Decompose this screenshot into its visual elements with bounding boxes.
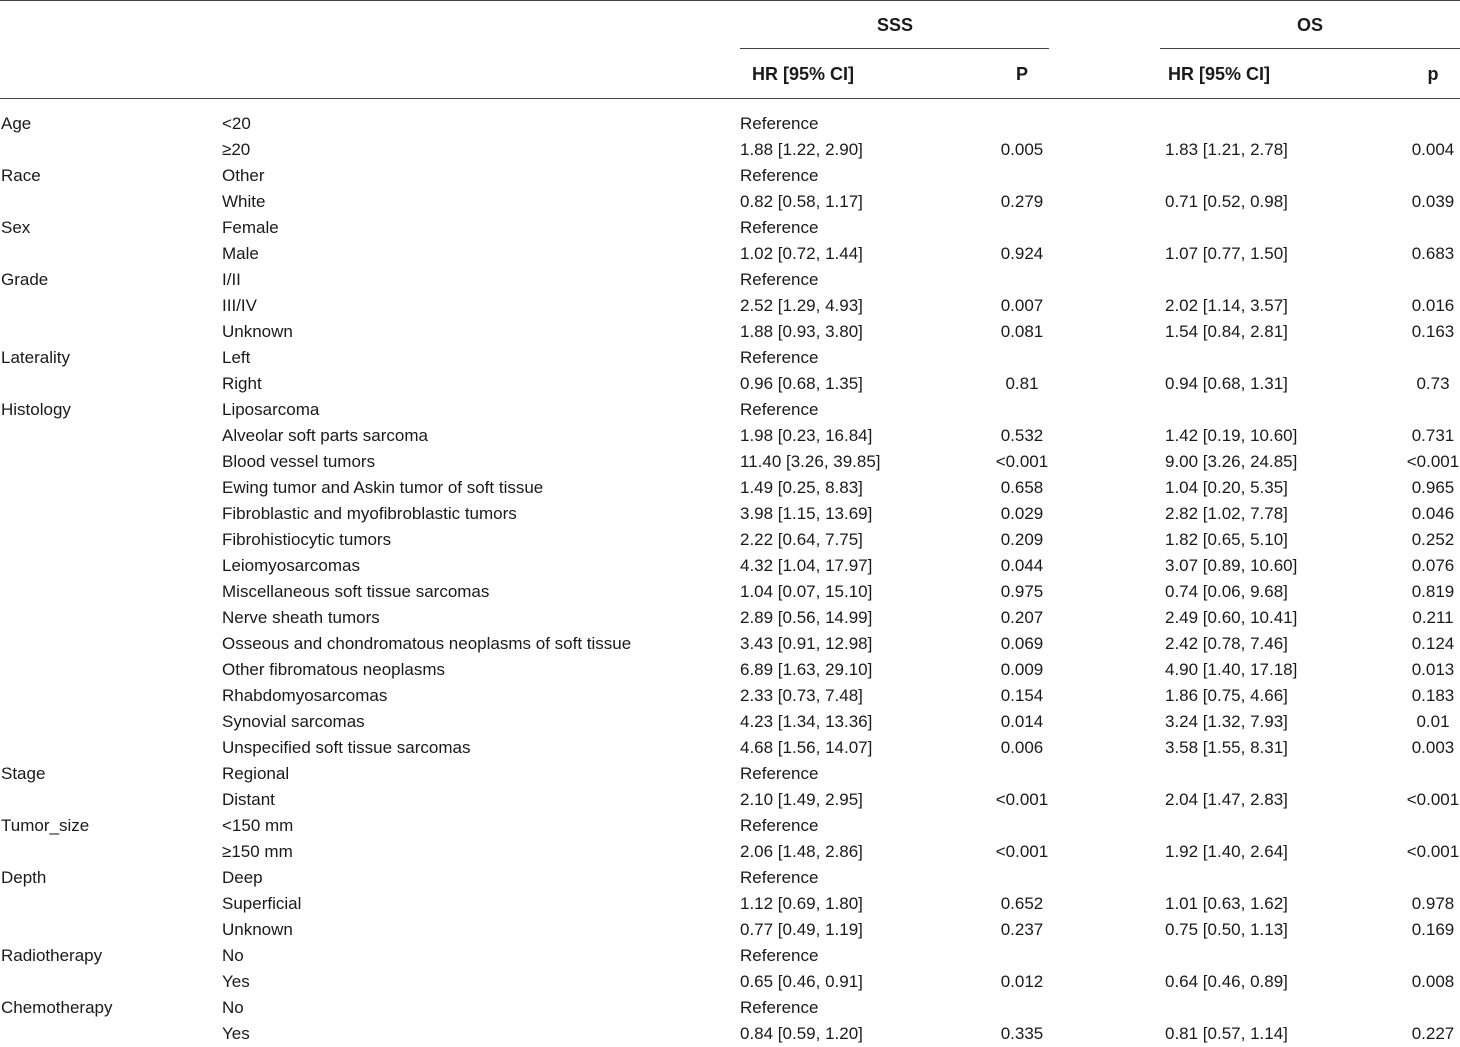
table-row (0, 163, 1460, 189)
level-cell: Other (222, 166, 265, 185)
level-cell: Liposarcoma (222, 400, 320, 419)
level-cell: Deep (222, 868, 263, 887)
p-sss-cell: 0.012 (1000, 972, 1044, 991)
table-row (0, 631, 1460, 657)
table-row (0, 917, 1460, 943)
table-row (0, 423, 1460, 449)
level-cell: Blood vessel tumors (222, 452, 376, 471)
hr-sss-cell: 1.88 [1.22, 2.90] (740, 140, 863, 159)
col-header-p-sss: P (1015, 64, 1028, 84)
hr-sss-cell: 11.40 [3.26, 39.85] (740, 452, 881, 471)
hr-sss-cell: Reference (740, 348, 819, 367)
p-sss-cell: 0.005 (1000, 140, 1044, 159)
p-os-cell: 0.211 (1412, 608, 1454, 627)
table-row (0, 657, 1460, 683)
p-os-cell: 0.124 (1411, 634, 1455, 653)
table-row (0, 735, 1460, 761)
p-sss-cell: 0.014 (1000, 712, 1044, 731)
hr-sss-cell: 2.22 [0.64, 7.75] (740, 530, 863, 549)
hr-os-cell: 1.54 [0.84, 2.81] (1165, 322, 1288, 341)
table-row (0, 215, 1460, 241)
p-os-cell: 0.183 (1411, 686, 1455, 705)
p-sss-cell: 0.532 (1000, 426, 1044, 445)
level-cell: Fibroblastic and myofibroblastic tumors (222, 504, 517, 523)
p-os-cell: 0.01 (1416, 712, 1450, 731)
p-os-cell: <0.001 (1406, 452, 1460, 471)
level-cell: White (222, 192, 266, 211)
hr-sss-cell: 0.65 [0.46, 0.91] (740, 972, 863, 991)
level-cell: Rhabdomyosarcomas (222, 686, 388, 705)
os-group-header: OS (1296, 15, 1323, 35)
table-row (0, 267, 1460, 293)
table-row (0, 579, 1460, 605)
hr-os-cell: 1.92 [1.40, 2.64] (1165, 842, 1288, 861)
hr-sss-cell: 0.82 [0.58, 1.17] (740, 192, 863, 211)
table-row (0, 995, 1460, 1021)
hr-os-cell: 1.83 [1.21, 2.78] (1165, 140, 1288, 159)
p-os-cell: 0.163 (1411, 322, 1455, 341)
level-cell: Synovial sarcomas (222, 712, 365, 731)
hr-os-cell: 1.01 [0.63, 1.62] (1165, 894, 1288, 913)
level-cell: Osseous and chondromatous neoplasms of soft tissue (222, 634, 632, 653)
variable-cell: Grade (1, 270, 49, 289)
p-os-cell: 0.016 (1411, 296, 1455, 315)
hr-sss-cell: Reference (740, 764, 819, 783)
level-cell: Left (222, 348, 251, 367)
level-cell: Alveolar soft parts sarcoma (222, 426, 428, 445)
hr-sss-cell: Reference (740, 946, 819, 965)
hr-os-cell: 0.81 [0.57, 1.14] (1165, 1024, 1288, 1043)
p-sss-cell: 0.81 (1005, 374, 1039, 393)
level-cell: ≥150 mm (222, 842, 293, 861)
hr-sss-cell: Reference (740, 114, 819, 133)
sss-group-rule (740, 48, 1049, 49)
level-cell: Leiomyosarcomas (222, 556, 360, 575)
table-row (0, 553, 1460, 579)
level-cell: Miscellaneous soft tissue sarcomas (222, 582, 490, 601)
hr-os-cell: 2.82 [1.02, 7.78] (1165, 504, 1288, 523)
hr-sss-cell: 2.52 [1.29, 4.93] (740, 296, 863, 315)
variable-cell: Race (1, 166, 41, 185)
os-group-rule (1160, 48, 1460, 49)
hr-sss-cell: Reference (740, 998, 819, 1017)
p-sss-cell: 0.924 (1000, 244, 1044, 263)
hr-sss-cell: Reference (740, 218, 819, 237)
p-sss-cell: 0.069 (1000, 634, 1044, 653)
hr-os-cell: 0.64 [0.46, 0.89] (1165, 972, 1288, 991)
hr-sss-cell: 4.23 [1.34, 13.36] (740, 712, 873, 731)
level-cell: <20 (222, 114, 251, 133)
level-cell: Unknown (222, 920, 293, 939)
p-sss-cell: 0.009 (1000, 660, 1044, 679)
level-cell: I/II (222, 270, 241, 289)
variable-cell: Stage (1, 764, 46, 783)
p-os-cell: 0.965 (1411, 478, 1455, 497)
level-cell: Female (222, 218, 279, 237)
col-header-p-os: p (1427, 64, 1439, 84)
p-os-cell: 0.046 (1411, 504, 1455, 523)
table-row (0, 865, 1460, 891)
hr-os-cell: 1.86 [0.75, 4.66] (1165, 686, 1288, 705)
table-row (0, 475, 1460, 501)
hr-sss-cell: Reference (740, 868, 819, 887)
p-os-cell: 0.683 (1411, 244, 1455, 263)
p-sss-cell: 0.209 (1000, 530, 1044, 549)
variable-cell: Sex (1, 218, 31, 237)
table-row (0, 189, 1460, 215)
p-os-cell: 0.819 (1411, 582, 1455, 601)
sss-group-header: SSS (876, 15, 914, 35)
hr-sss-cell: Reference (740, 166, 819, 185)
hr-sss-cell: 1.88 [0.93, 3.80] (740, 322, 863, 341)
level-cell: Nerve sheath tumors (222, 608, 380, 627)
table-row (0, 1021, 1460, 1047)
variable-cell: Histology (1, 400, 71, 419)
variable-cell: Radiotherapy (1, 946, 103, 965)
level-cell: Superficial (222, 894, 302, 913)
level-cell: Yes (222, 1024, 250, 1043)
hr-os-cell: 0.71 [0.52, 0.98] (1165, 192, 1288, 211)
hr-sss-cell: Reference (740, 816, 819, 835)
hr-sss-cell: 1.49 [0.25, 8.83] (740, 478, 863, 497)
hr-sss-cell: 4.32 [1.04, 17.97] (740, 556, 873, 575)
hr-os-cell: 2.04 [1.47, 2.83] (1165, 790, 1288, 809)
variable-cell: Tumor_size (1, 816, 90, 835)
hr-os-cell: 1.07 [0.77, 1.50] (1165, 244, 1288, 263)
col-header-hr-sss: HR [95% CI] (752, 64, 855, 84)
p-os-cell: 0.004 (1411, 140, 1455, 159)
hr-sss-cell: 3.98 [1.15, 13.69] (740, 504, 873, 523)
p-os-cell: 0.039 (1411, 192, 1455, 211)
hr-os-cell: 1.82 [0.65, 5.10] (1165, 530, 1288, 549)
hr-sss-cell: 1.98 [0.23, 16.84] (740, 426, 873, 445)
level-cell: Distant (222, 790, 275, 809)
p-sss-cell: 0.335 (1000, 1024, 1044, 1043)
hr-os-cell: 2.42 [0.78, 7.46] (1165, 634, 1288, 653)
table-row (0, 111, 1460, 137)
hr-os-cell: 2.02 [1.14, 3.57] (1165, 296, 1288, 315)
table-row (0, 839, 1460, 865)
hr-os-cell: 0.94 [0.68, 1.31] (1165, 374, 1288, 393)
p-sss-cell: 0.029 (1000, 504, 1044, 523)
table-row (0, 449, 1460, 475)
hr-os-cell: 0.75 [0.50, 1.13] (1165, 920, 1288, 939)
p-os-cell: 0.008 (1411, 972, 1455, 991)
hr-os-cell: 1.04 [0.20, 5.35] (1165, 478, 1288, 497)
p-os-cell: <0.001 (1406, 842, 1460, 861)
level-cell: III/IV (222, 296, 257, 315)
p-os-cell: <0.001 (1406, 790, 1460, 809)
table-row (0, 371, 1460, 397)
hr-sss-cell: 3.43 [0.91, 12.98] (740, 634, 873, 653)
hr-os-cell: 9.00 [3.26, 24.85] (1165, 452, 1298, 471)
p-sss-cell: <0.001 (995, 842, 1049, 861)
p-sss-cell: 0.652 (1000, 894, 1044, 913)
header-bottom-rule (0, 98, 1460, 99)
p-os-cell: 0.73 (1416, 374, 1450, 393)
p-os-cell: 0.003 (1411, 738, 1455, 757)
p-sss-cell: 0.207 (1000, 608, 1044, 627)
p-sss-cell: 0.044 (1000, 556, 1044, 575)
table-row (0, 969, 1460, 995)
hr-os-cell: 4.90 [1.40, 17.18] (1165, 660, 1298, 679)
table-row (0, 943, 1460, 969)
level-cell: <150 mm (222, 816, 294, 835)
hr-os-cell: 3.24 [1.32, 7.93] (1165, 712, 1288, 731)
hr-sss-cell: 1.02 [0.72, 1.44] (740, 244, 863, 263)
p-sss-cell: <0.001 (995, 790, 1049, 809)
hr-sss-cell: 2.10 [1.49, 2.95] (740, 790, 863, 809)
table-row (0, 683, 1460, 709)
level-cell: ≥20 (222, 140, 251, 159)
p-sss-cell: 0.081 (1000, 322, 1044, 341)
p-os-cell: 0.731 (1411, 426, 1455, 445)
hr-sss-cell: 1.12 [0.69, 1.80] (740, 894, 863, 913)
level-cell: Yes (222, 972, 250, 991)
p-sss-cell: 0.975 (1000, 582, 1044, 601)
p-sss-cell: 0.006 (1000, 738, 1044, 757)
col-header-hr-os: HR [95% CI] (1168, 64, 1271, 84)
table-top-rule (0, 0, 1460, 1)
p-sss-cell: 0.279 (1000, 192, 1044, 211)
hr-sss-cell: 1.04 [0.07, 15.10] (740, 582, 873, 601)
table-row (0, 319, 1460, 345)
p-os-cell: 0.227 (1411, 1024, 1455, 1043)
p-os-cell: 0.169 (1411, 920, 1455, 939)
level-cell: No (222, 998, 244, 1017)
table-body (0, 111, 1460, 1047)
p-sss-cell: 0.007 (1000, 296, 1044, 315)
hr-os-cell: 0.74 [0.06, 9.68] (1165, 582, 1288, 601)
variable-cell: Age (1, 114, 32, 133)
hr-os-cell: 2.49 [0.60, 10.41] (1165, 608, 1298, 627)
variable-cell: Laterality (1, 348, 70, 367)
table-row (0, 501, 1460, 527)
level-cell: Right (222, 374, 262, 393)
level-cell: Male (222, 244, 259, 263)
p-os-cell: 0.978 (1411, 894, 1455, 913)
table-row (0, 397, 1460, 423)
hr-sss-cell: 0.84 [0.59, 1.20] (740, 1024, 863, 1043)
hr-sss-cell: 6.89 [1.63, 29.10] (740, 660, 873, 679)
table-row (0, 787, 1460, 813)
hr-sss-cell: Reference (740, 400, 819, 419)
level-cell: Ewing tumor and Askin tumor of soft tissue (222, 478, 544, 497)
table-row (0, 527, 1460, 553)
hr-sss-cell: 2.33 [0.73, 7.48] (740, 686, 863, 705)
hr-os-cell: 3.58 [1.55, 8.31] (1165, 738, 1288, 757)
table-row (0, 709, 1460, 735)
hr-sss-cell: 0.96 [0.68, 1.35] (740, 374, 863, 393)
p-os-cell: 0.252 (1411, 530, 1455, 549)
hr-sss-cell: 0.77 [0.49, 1.19] (740, 920, 863, 939)
p-sss-cell: <0.001 (995, 452, 1049, 471)
level-cell: No (222, 946, 244, 965)
hr-os-cell: 1.42 [0.19, 10.60] (1165, 426, 1298, 445)
hr-os-cell: 3.07 [0.89, 10.60] (1165, 556, 1298, 575)
table-row (0, 891, 1460, 917)
p-sss-cell: 0.154 (1000, 686, 1044, 705)
table-row (0, 137, 1460, 163)
hr-sss-cell: 4.68 [1.56, 14.07] (740, 738, 873, 757)
table-row (0, 293, 1460, 319)
table-row (0, 761, 1460, 787)
table-row (0, 605, 1460, 631)
level-cell: Other fibromatous neoplasms (222, 660, 445, 679)
hr-sss-cell: 2.89 [0.56, 14.99] (740, 608, 873, 627)
level-cell: Regional (222, 764, 290, 783)
table-row (0, 813, 1460, 839)
level-cell: Unspecified soft tissue sarcomas (222, 738, 471, 757)
table-row (0, 241, 1460, 267)
variable-cell: Depth (1, 868, 47, 887)
p-os-cell: 0.076 (1411, 556, 1455, 575)
p-os-cell: 0.013 (1411, 660, 1455, 679)
hr-sss-cell: Reference (740, 270, 819, 289)
p-sss-cell: 0.237 (1000, 920, 1044, 939)
variable-cell: Chemotherapy (1, 998, 113, 1017)
hr-sss-cell: 2.06 [1.48, 2.86] (740, 842, 863, 861)
table-row (0, 345, 1460, 371)
p-sss-cell: 0.658 (1000, 478, 1044, 497)
level-cell: Fibrohistiocytic tumors (222, 530, 392, 549)
level-cell: Unknown (222, 322, 293, 341)
